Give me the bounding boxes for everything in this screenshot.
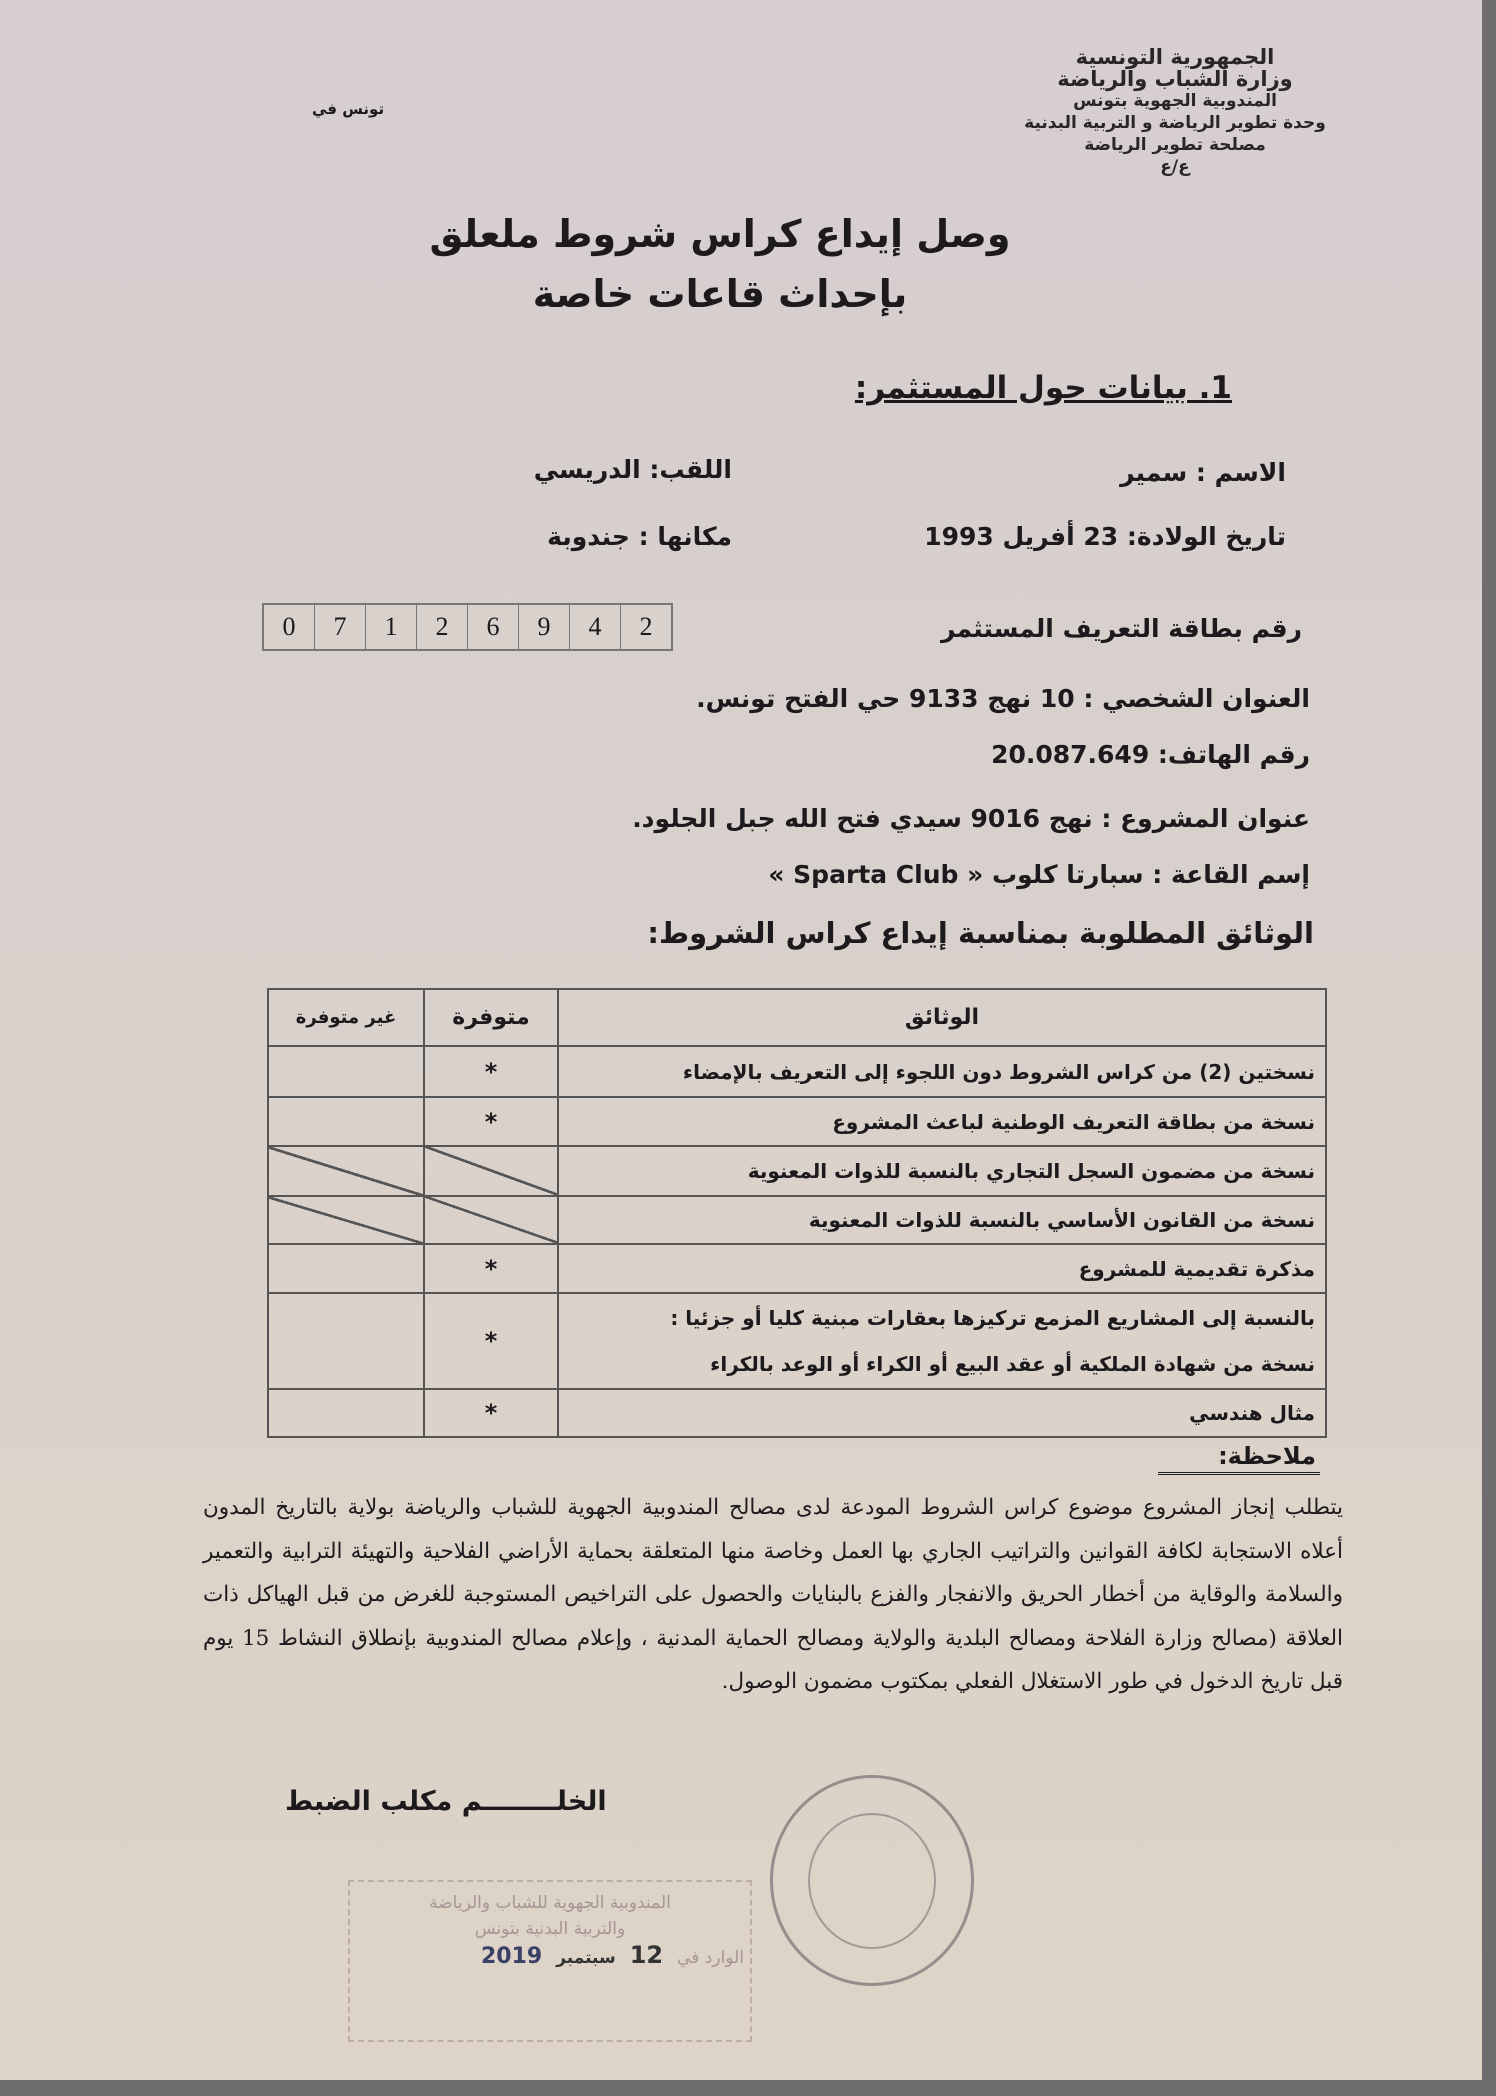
table-row bbox=[268, 1146, 1326, 1196]
available-mark: * bbox=[424, 1389, 558, 1437]
id-number-boxes bbox=[262, 603, 673, 651]
not-available-cell bbox=[268, 1389, 424, 1437]
id-digit: 4 bbox=[569, 605, 620, 649]
document-name bbox=[558, 1293, 1326, 1389]
document-name: نسخة من القانون الأساسي بالنسبة للذوات المعنوية bbox=[558, 1196, 1326, 1244]
not-available-cell bbox=[268, 1244, 424, 1293]
id-digit: 6 bbox=[467, 605, 518, 649]
column-not-available: غير متوفرة bbox=[268, 989, 424, 1046]
column-documents: الوثائق bbox=[558, 989, 1326, 1046]
id-digit: 9 bbox=[518, 605, 569, 649]
birth-place: مكانها : جندوبة bbox=[547, 522, 732, 551]
table-row bbox=[268, 1196, 1326, 1244]
letterhead-ref: ع/ع bbox=[1160, 157, 1190, 177]
note-heading: ملاحظة: bbox=[1158, 1442, 1320, 1475]
column-available: متوفرة bbox=[424, 989, 558, 1046]
first-name: الاسم : سمير bbox=[1120, 458, 1286, 487]
birth-date: تاريخ الولادة: 23 أفريل 1993 bbox=[924, 522, 1286, 551]
id-label: رقم بطاقة التعريف المستثمر bbox=[941, 614, 1302, 643]
table-row bbox=[268, 1244, 1326, 1293]
table-row bbox=[268, 1097, 1326, 1146]
not-available-cell bbox=[268, 1293, 424, 1389]
table-row bbox=[268, 1046, 1326, 1097]
project-address: عنوان المشروع : نهج 9016 سيدي فتح الله جبل الجلود. bbox=[632, 804, 1310, 833]
table-row bbox=[268, 1389, 1326, 1437]
document-name-line-1: بالنسبة إلى المشاريع المزمع تركيزها بعقارات مبنية كليا أو جزئيا : bbox=[670, 1306, 1315, 1330]
stamp-line-1: المندوبية الجهوية للشباب والرياضة bbox=[429, 1893, 671, 1913]
last-name: اللقب: الدريسي bbox=[533, 455, 732, 484]
document-name: مذكرة تقديمية للمشروع bbox=[558, 1244, 1326, 1293]
stamp-day: 12 bbox=[629, 1941, 664, 1969]
stamp-received-label: الوارد في bbox=[677, 1948, 744, 1968]
stamp-date-row bbox=[350, 1942, 750, 1971]
available-mark: * bbox=[424, 1244, 558, 1293]
available-mark: * bbox=[424, 1097, 558, 1146]
available-mark bbox=[424, 1146, 558, 1196]
hall-name: إسم القاعة : سبارتا كلوب « Sparta Club » bbox=[768, 860, 1310, 889]
documents-table bbox=[267, 988, 1327, 1438]
phone-number: رقم الهاتف: 20.087.649 bbox=[991, 740, 1310, 769]
id-digit: 1 bbox=[365, 605, 416, 649]
letterhead-country: الجمهورية التونسية bbox=[1075, 45, 1275, 69]
letterhead-service: مصلحة تطوير الرياضة bbox=[1084, 135, 1266, 155]
letterhead-ministry: وزارة الشباب والرياضة bbox=[1057, 67, 1293, 91]
personal-address: العنوان الشخصي : 10 نهج 9133 حي الفتح تونس. bbox=[696, 684, 1310, 713]
id-digit: 2 bbox=[620, 605, 671, 649]
reception-stamp bbox=[348, 1880, 752, 2042]
not-available-cell bbox=[268, 1196, 424, 1244]
document-name-line-2: نسخة من شهادة الملكية أو عقد البيع أو الكراء أو الوعد بالكراء bbox=[710, 1352, 1315, 1376]
available-mark: * bbox=[424, 1293, 558, 1389]
stamp-line-2: والتربية البدنية بتونس bbox=[474, 1919, 626, 1939]
not-available-cell bbox=[268, 1097, 424, 1146]
table-row bbox=[268, 1293, 1326, 1389]
signature-label: الخلــــــــم مكلب الضبط bbox=[285, 1786, 607, 1817]
letterhead-directorate: المندوبية الجهوية بتونس bbox=[1073, 91, 1277, 111]
document-name: نسختين (2) من كراس الشروط دون اللجوء إلى التعريف بالإمضاء bbox=[558, 1046, 1326, 1097]
document-name: مثال هندسي bbox=[558, 1389, 1326, 1437]
seal-emblem bbox=[808, 1813, 936, 1949]
not-available-cell bbox=[268, 1146, 424, 1196]
letterhead-unit: وحدة تطوير الرياضة و التربية البدنية bbox=[1024, 113, 1326, 133]
section-heading: 1. بيانات حول المستثمر: bbox=[854, 370, 1232, 406]
id-digit: 7 bbox=[314, 605, 365, 649]
place-date: تونس في bbox=[312, 100, 385, 118]
title-line-2: بإحداث قاعات خاصة bbox=[532, 272, 908, 316]
id-digit: 0 bbox=[282, 612, 296, 641]
id-digit: 2 bbox=[416, 605, 467, 649]
official-seal bbox=[770, 1775, 974, 1986]
not-available-cell bbox=[268, 1046, 424, 1097]
document-name: نسخة من بطاقة التعريف الوطنية لباعث المشروع bbox=[558, 1097, 1326, 1146]
available-mark bbox=[424, 1196, 558, 1244]
document-name: نسخة من مضمون السجل التجاري بالنسبة للذوات المعنوية bbox=[558, 1146, 1326, 1196]
title-line-1: وصل إيداع كراس شروط ملعلق bbox=[429, 212, 1011, 256]
note-text: يتطلب إنجاز المشروع موضوع كراس الشروط المودعة لدى مصالح المندوبية الجهوية للشباب والرياضة بولاية بالتاريخ المدون أعلاه الاستجابة لكافة القوانين والتراتيب الجاري بها العمل وخاصة منها المتعلقة بحماية الأراضي الفلاحية والتهيئة الترابية والتعمير والسلامة والوقاية من أخطار الحريق والانفجار والفزع بالبنايات والحصول على التراخيص المستوجبة للغرض من قبل الهياكل ذات العلاقة (مصالح وزارة الفلاحة ومصالح البلدية والولاية ومصالح الحماية المدنية ، وإعلام مصالح المندوبية بإنطلاق النشاط 15 يوم قبل تاريخ الدخول في طور الاستغلال الفعلي بمكتوب مضمون الوصول. bbox=[203, 1495, 1343, 1694]
stamp-year: 2019 bbox=[480, 1944, 543, 1969]
letterhead bbox=[1000, 46, 1350, 178]
documents-heading: الوثائق المطلوبة بمناسبة إيداع كراس الشروط: bbox=[647, 916, 1314, 950]
table-header-row bbox=[268, 989, 1326, 1046]
available-mark: * bbox=[424, 1046, 558, 1097]
stamp-month: سبتمبر bbox=[556, 1948, 616, 1968]
